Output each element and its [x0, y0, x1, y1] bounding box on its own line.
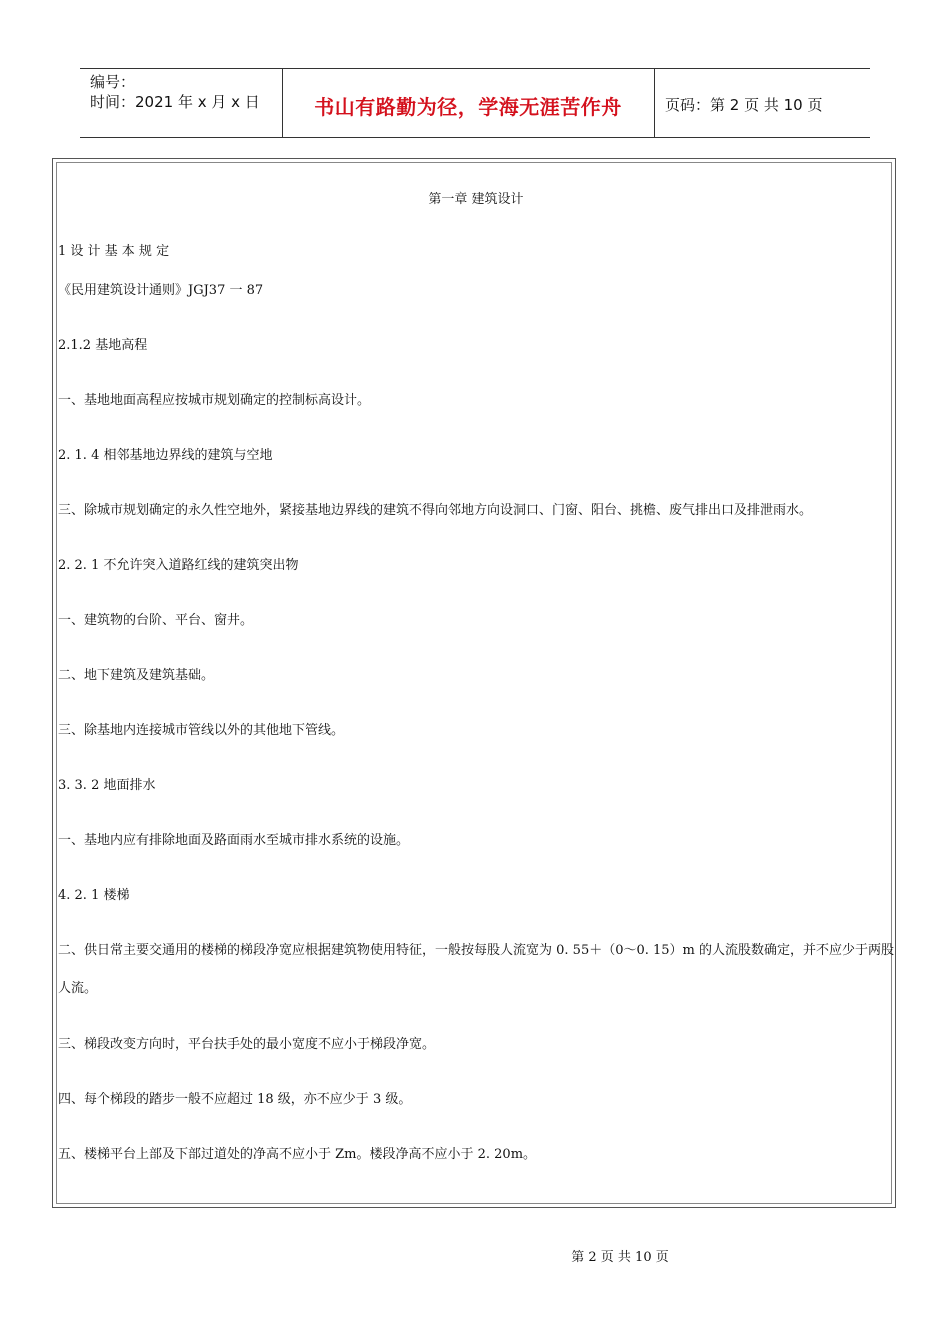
header-motto: 书山有路勤为径，学海无涯苦作舟: [314, 95, 622, 119]
document-body: [58, 190, 898, 1200]
paragraph: 五、楼梯平台上部及下部过道处的净高不应小于 Zm。楼段净高不应小于 2. 20m。: [58, 1147, 537, 1162]
paragraph: 《民用建筑设计通则》JGJ37 一 87: [58, 283, 264, 298]
header-motto-cell: [282, 69, 655, 137]
paragraph: 2. 1. 4 相邻基地边界线的建筑与空地: [58, 448, 273, 463]
paragraph: 4. 2. 1 楼梯: [58, 888, 130, 903]
paragraph: 3. 3. 2 地面排水: [58, 778, 156, 793]
paragraph: 一、建筑物的台阶、平台、窗井。: [58, 613, 254, 628]
document-number-label: 编号：: [90, 73, 136, 91]
paragraph: 二、供日常主要交通用的楼梯的梯段净宽应根据建筑物使用特征，一般按每股人流宽为 0. 55＋（0～0. 15）m 的人流股数确定，并不应少于两股人流。: [58, 943, 895, 996]
paragraph: 2.1.2 基地高程: [58, 338, 148, 353]
page-footer: 第 2 页 共 10 页: [571, 1250, 669, 1265]
chapter-title: 第一章 建筑设计: [428, 192, 524, 207]
section-heading: 1 设 计 基 本 规 定: [58, 244, 170, 259]
paragraph: 二、地下建筑及建筑基础。: [58, 668, 215, 683]
page-header: [80, 68, 870, 138]
paragraph: 三、除基地内连接城市管线以外的其他地下管线。: [58, 723, 345, 738]
header-info-cell: [80, 69, 283, 137]
paragraph: 三、梯段改变方向时，平台扶手处的最小宽度不应小于梯段净宽。: [58, 1037, 436, 1052]
paragraph: 一、基地地面高程应按城市规划确定的控制标高设计。: [58, 393, 371, 408]
header-page-cell: [655, 69, 870, 137]
paragraph: 三、除城市规划确定的永久性空地外，紧接基地边界线的建筑不得向邻地方向设洞口、门窗、阳台、挑檐、废气排出口及排泄雨水。: [58, 503, 813, 518]
document-time-label: 时间：2021 年 x 月 x 日: [90, 93, 260, 111]
paragraph: 一、基地内应有排除地面及路面雨水至城市排水系统的设施。: [58, 833, 410, 848]
header-page-code: 页码：第 2 页 共 10 页: [665, 96, 823, 114]
paragraph: 2. 2. 1 不允许突入道路红线的建筑突出物: [58, 558, 299, 573]
paragraph: 四、每个梯段的踏步一般不应超过 18 级，亦不应少于 3 级。: [58, 1092, 412, 1107]
